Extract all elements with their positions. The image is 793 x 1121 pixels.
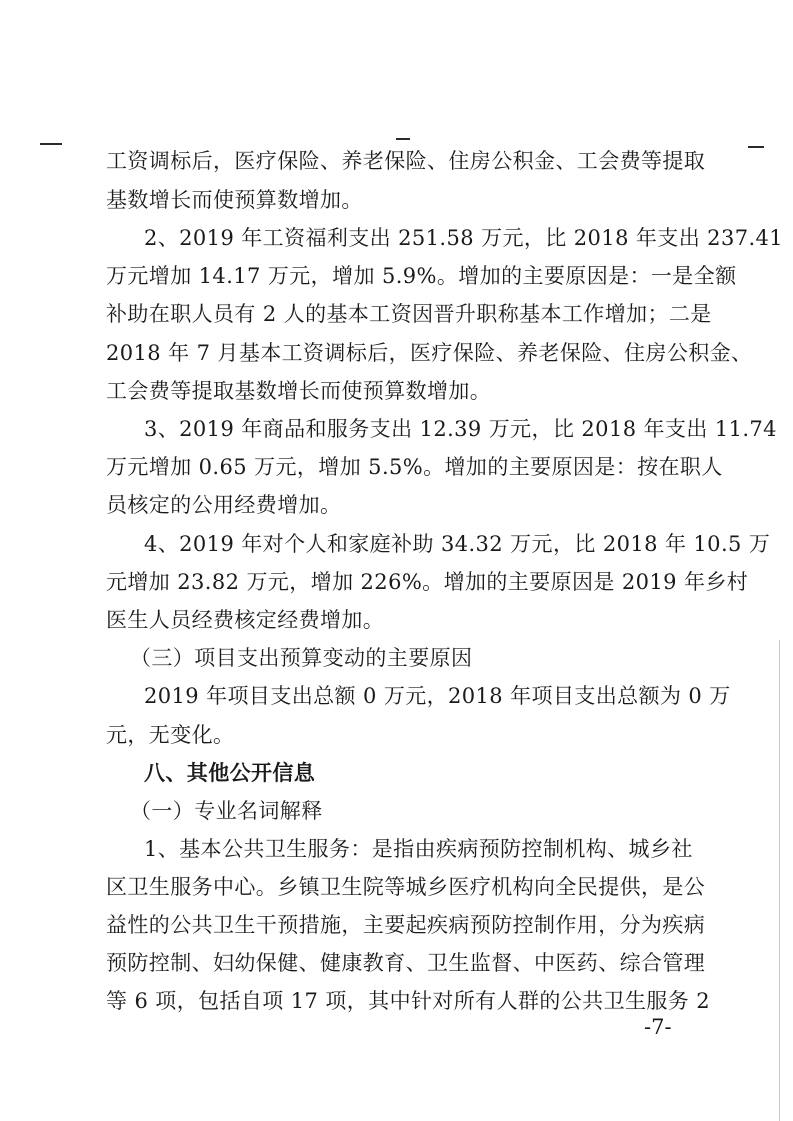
body-line: 万元增加 0.65 万元，增加 5.5%。增加的主要原因是：按在职人 <box>106 455 723 479</box>
body-line: 元，无变化。 <box>106 723 235 747</box>
body-line: 补助在职人员有 2 人的基本工资因晋升职称基本工作增加；二是 <box>106 302 712 326</box>
body-line: 员核定的公用经费增加。 <box>106 493 342 517</box>
subsection-heading: （三）项目支出预算变动的主要原因 <box>130 646 473 670</box>
body-line: 4、2019 年对个人和家庭补助 34.32 万元，比 2018 年 10.5 万 <box>144 532 771 556</box>
body-line: 工会费等提取基数增长而使预算数增加。 <box>106 379 492 403</box>
body-line: 1、基本公共卫生服务：是指由疾病预防控制机构、城乡社 <box>144 837 693 861</box>
body-line: 2019 年项目支出总额 0 万元，2018 年项目支出总额为 0 万 <box>144 684 731 708</box>
body-line: 预防控制、妇幼保健、健康教育、卫生监督、中医药、综合管理 <box>106 951 706 975</box>
body-line: 工资调标后，医疗保险、养老保险、住房公积金、工会费等提取 <box>106 149 706 173</box>
body-line: 3、2019 年商品和服务支出 12.39 万元，比 2018 年支出 11.74 <box>144 417 777 441</box>
body-line: 益性的公共卫生干预措施，主要起疾病预防控制作用，分为疾病 <box>106 913 706 937</box>
page-number: -7- <box>644 1015 672 1039</box>
section-heading: 八、其他公开信息 <box>144 761 316 785</box>
body-line: 医生人员经费核定经费增加。 <box>106 608 385 632</box>
body-line: 万元增加 14.17 万元，增加 5.9%。增加的主要原因是：一是全额 <box>106 264 737 288</box>
body-line: 区卫生服务中心。乡镇卫生院等城乡医疗机构向全民提供，是公 <box>106 875 706 899</box>
body-line: 基数增长而使预算数增加。 <box>106 188 363 212</box>
subsection-heading: （一）专业名词解释 <box>130 799 323 823</box>
body-line: 元增加 23.82 万元，增加 226%。增加的主要原因是 2019 年乡村 <box>106 570 749 594</box>
body-line: 2、2019 年工资福利支出 251.58 万元，比 2018 年支出 237.41 <box>144 226 784 250</box>
scan-mark-left <box>40 143 62 145</box>
scan-mark-center <box>396 138 410 140</box>
body-line: 等 6 项，包括自项 17 项，其中针对所有人群的公共卫生服务 2 <box>106 989 711 1013</box>
body-line: 2018 年 7 月基本工资调标后，医疗保险、养老保险、住房公积金、 <box>106 341 753 365</box>
